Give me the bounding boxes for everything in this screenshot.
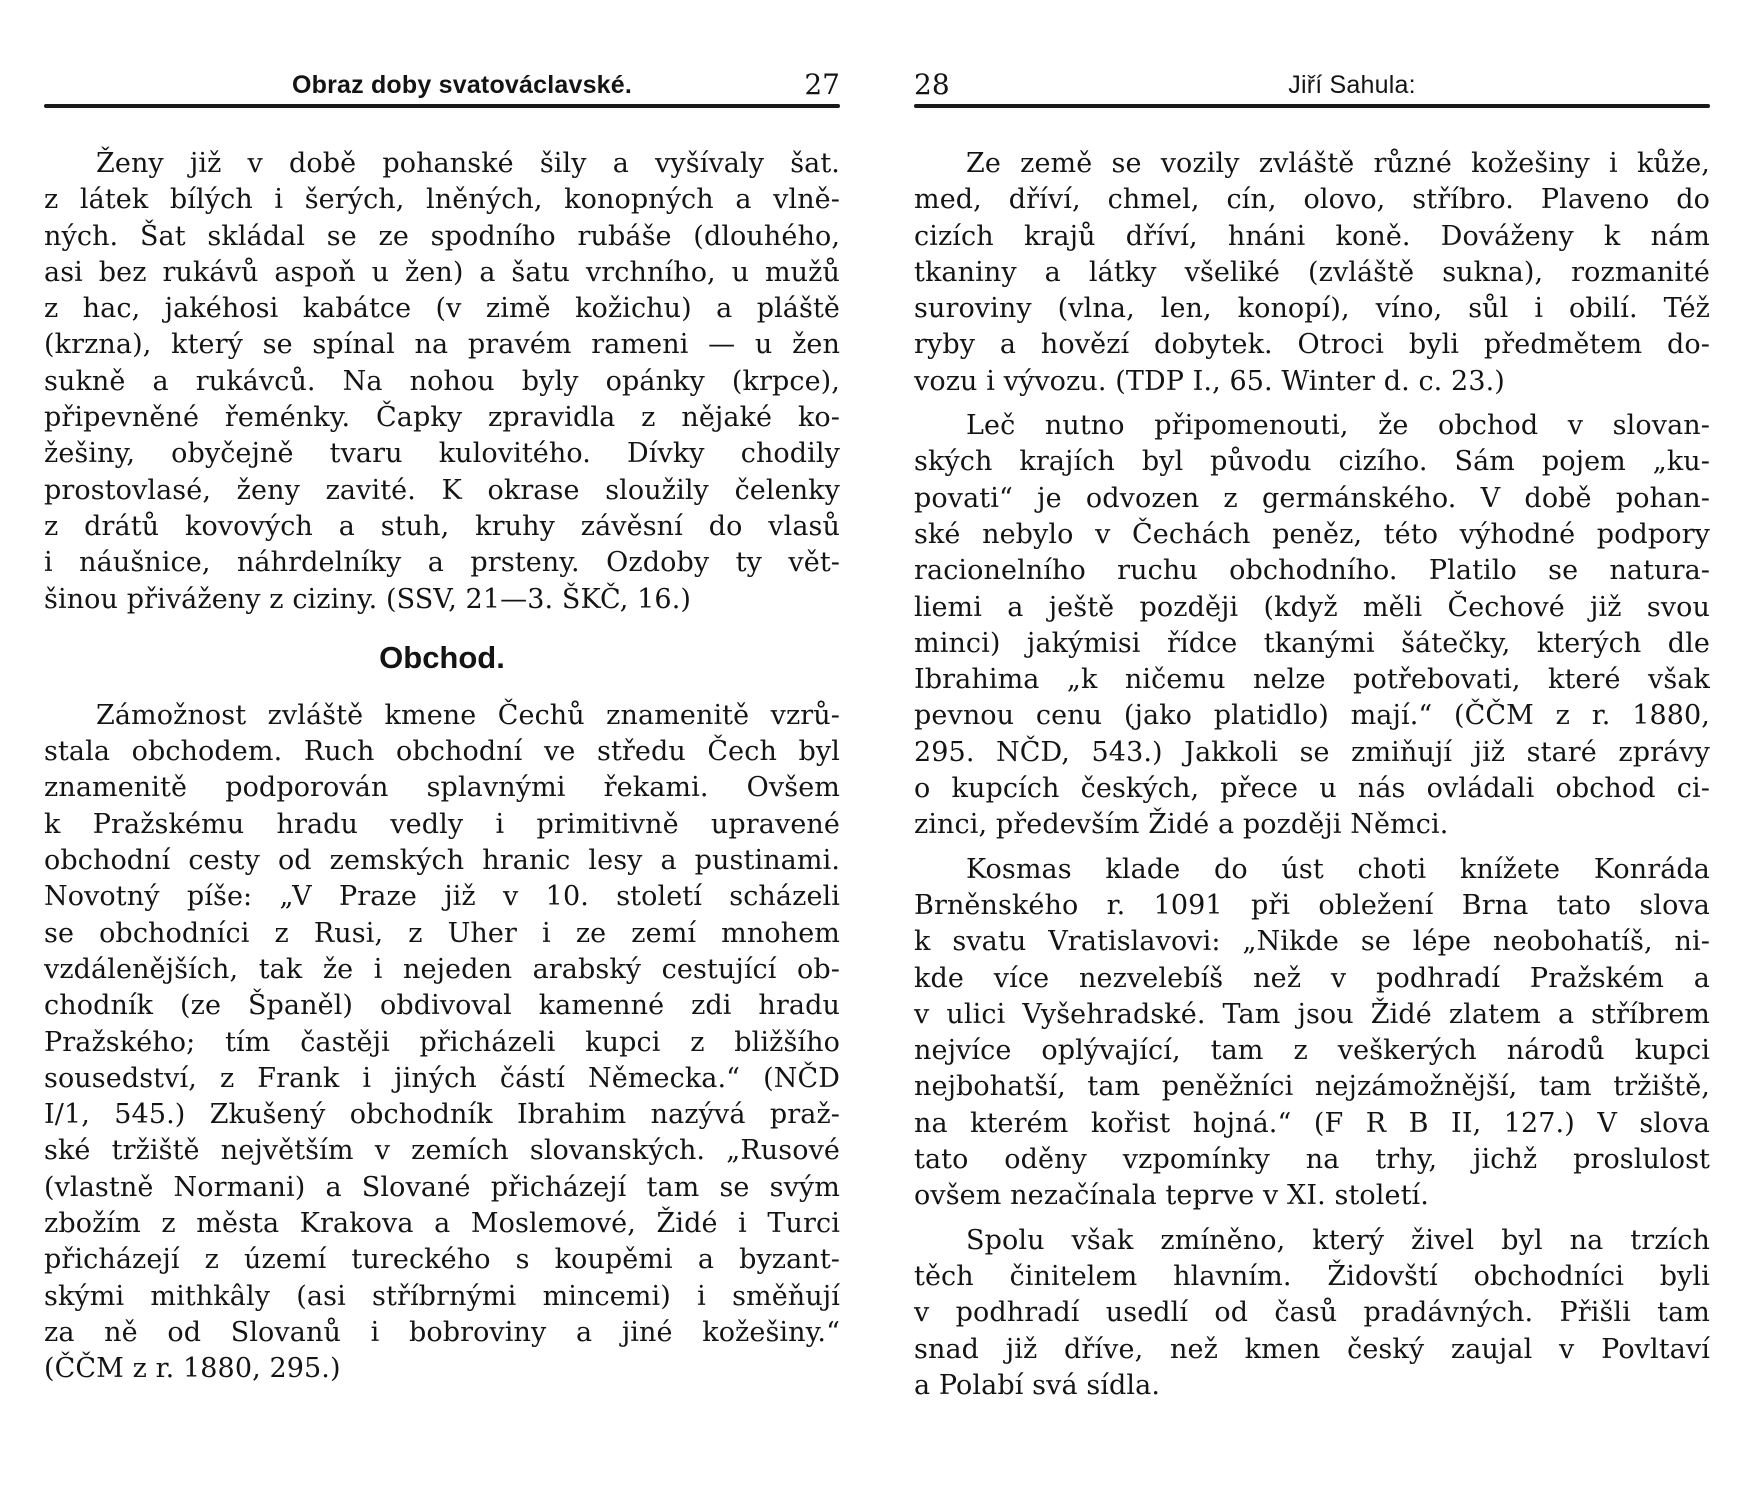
text-line: zinci, především Židé a později Němci. [914, 809, 1449, 841]
text-line: k svatu Vratislavovi: „Nikde se lépe neobohatíš, ni- [914, 926, 1710, 958]
paragraph [44, 698, 840, 1388]
page-number: 28 [914, 68, 950, 101]
paragraph [914, 408, 1710, 844]
text-line: liemi a ještě později (když měli Čechové již svou [914, 591, 1710, 623]
running-title: Jiří Sahula: [1288, 71, 1416, 99]
text-line: nejbohatší, tam peněžníci nejzámožnější, tam tržiště, [914, 1071, 1710, 1103]
text-line: k Pražskému hradu vedly i primitivně upravené [44, 808, 840, 840]
paragraph [44, 146, 840, 618]
page-body [44, 146, 840, 1396]
text-line: 295. NČD, 543.) Jakkoli se zmiňují již staré zprávy [914, 736, 1710, 768]
text-line: minci) jakýmisi řídce tkanými šátečky, kterých dle [914, 627, 1710, 659]
text-line: vozu i vývozu. (TDP I., 65. Winter d. c. 23.) [914, 365, 1505, 397]
text-line: žešiny, obyčejně tvaru kulovitého. Dívky chodily [44, 438, 840, 470]
text-line: (krzna), který se spínal na pravém rameni — u žen [44, 329, 840, 361]
text-line: sukně a rukávců. Na nohou byly opánky (krpce), [44, 365, 840, 397]
text-line: povati“ je odvozen z germánského. V době pohan- [914, 482, 1710, 514]
text-line: Kosmas klade do úst choti knížete Konráda [966, 853, 1710, 885]
text-line: na kterém kořist hojná.“ (F R B II, 127.) V slova [914, 1107, 1710, 1139]
text-line: připevněné řeménky. Čapky zpravidla z nějaké ko- [44, 402, 840, 434]
text-line: tato oděny vzpomínky na trhy, jichž proslulost [914, 1144, 1710, 1176]
text-line: znamenitě podporován splavnými řekami. Ovšem [44, 772, 840, 804]
text-line: chodník (ze Španěl) obdivoval kamenné zdi hradu [44, 990, 840, 1022]
text-line: z látek bílých i šerých, lněných, konopných a vlně- [44, 184, 840, 216]
paragraph [914, 852, 1710, 1215]
text-line: asi bez rukávů aspoň u žen) a šatu vrchního, u mužů [44, 256, 840, 288]
text-line: Ze země se vozily zvláště různé kožešiny i kůže, [966, 148, 1710, 179]
text-line: I/1, 545.) Zkušený obchodník Ibrahim nazývá praž- [44, 1099, 840, 1131]
text-line: Ibrahima „k ničemu nelze potřebovati, které však [914, 664, 1710, 696]
text-line: ných. Šat skládal se ze spodního rubáše (dlouhého, [44, 220, 840, 252]
text-line: i náušnice, náhrdelníky a prsteny. Ozdoby ty vět- [44, 547, 840, 579]
text-line: stala obchodem. Ruch obchodní ve středu Čech byl [44, 736, 840, 768]
text-line: vzdálenějších, tak že i nejeden arabský cestující ob- [44, 953, 840, 985]
running-title: Obraz doby svatováclavské. [291, 71, 633, 99]
text-line: těch činitelem hlavním. Židovští obchodníci byli [914, 1260, 1710, 1292]
text-line: Brněnského r. 1091 při obležení Brna tato slova [914, 889, 1710, 921]
text-line: cizích krajů dříví, hnáni koně. Dováženy k nám [914, 220, 1710, 252]
text-line: v podhradí usedlí od časů pradávných. Přišli tam [914, 1297, 1710, 1329]
text-line: nejvíce oplývající, tam z veškerých národů kupci [914, 1035, 1710, 1067]
text-line: Pražského; tím častěji přicházeli kupci z bližšího [44, 1026, 840, 1058]
paragraph [914, 1223, 1710, 1404]
text-line: snad již dříve, než kmen český zaujal v Povltaví [914, 1333, 1710, 1365]
text-line: ryby a hovězí dobytek. Otroci byli předmětem do- [914, 329, 1710, 361]
text-line: sousedství, z Frank i jiných částí Německa.“ (NČD [44, 1062, 840, 1094]
text-line: šinou přiváženy z ciziny. (SSV, 21—3. ŠKČ, 16.) [44, 583, 692, 615]
text-line: med, dříví, chmel, cín, olovo, stříbro. Plaveno do [914, 184, 1710, 216]
text-line: (ČČM z r. 1880, 295.) [44, 1353, 341, 1385]
text-line: suroviny (vlna, len, konopí), víno, sůl i obilí. Též [914, 293, 1710, 325]
right-page [914, 0, 1710, 1500]
text-line: Novotný píše: „V Praze již v 10. století scházeli [44, 881, 840, 913]
text-line: tkaniny a látky všeliké (zvláště sukna), rozmanité [914, 256, 1710, 288]
text-line: pevnou cenu (jako platidlo) mají.“ (ČČM z r. 1880, [914, 700, 1710, 732]
running-head [914, 68, 1710, 102]
header-rule [914, 104, 1710, 108]
text-line: z hac, jakéhosi kabátce (v zimě kožichu) a pláště [44, 293, 840, 325]
text-line: obchodní cesty od zemských hranic lesy a pustinami. [44, 845, 840, 877]
section-heading: Obchod. [379, 639, 505, 675]
text-line: ské tržiště největším v zemích slovanských. „Rusové [44, 1135, 840, 1167]
page-number: 27 [804, 68, 840, 101]
header-rule [44, 104, 840, 108]
text-line: Leč nutno připomenouti, že obchod v slovan- [966, 410, 1710, 442]
text-line: ské nebylo v Čechách peněz, této výhodné podpory [914, 518, 1710, 550]
text-line: ských krajích byl původu cizího. Sám pojem „ku- [914, 446, 1710, 478]
paragraph [914, 146, 1710, 400]
running-head [44, 68, 840, 102]
text-line: se obchodníci z Rusi, z Uher i ze zemí mnohem [44, 917, 840, 949]
text-line: o kupcích českých, přece u nás ovládali obchod ci- [914, 773, 1710, 805]
text-line: přicházejí z území tureckého s koupěmi a byzant- [44, 1244, 840, 1276]
text-line: Spolu však zmíněno, který živel byl na trzích [966, 1224, 1710, 1256]
text-line: za ně od Slovanů i bobroviny a jiné kožešiny.“ [44, 1316, 840, 1348]
text-line: ovšem nezačínala teprve v XI. století. [914, 1180, 1429, 1212]
text-line: z drátů kovových a stuh, kruhy závěsní do vlasů [44, 510, 840, 542]
text-line: racionelního ruchu obchodního. Platilo se natura- [914, 555, 1710, 587]
text-line: skými mithkâly (asi stříbrnými mincemi) i směňují [44, 1280, 840, 1312]
text-line: prostovlasé, ženy zavité. K okrase sloužily čelenky [44, 474, 840, 506]
text-line: Zámožnost zvláště kmene Čechů znamenitě vzrů- [96, 699, 840, 731]
text-line: v ulici Vyšehradské. Tam jsou Židé zlatem a stříbrem [914, 998, 1710, 1030]
text-line: (vlastně Normani) a Slované přicházejí tam se svým [44, 1171, 840, 1203]
page-body [914, 146, 1710, 1412]
text-line: a Polabí svá sídla. [914, 1369, 1161, 1401]
text-line: Ženy již v době pohanské šily a vyšívaly šat. [96, 148, 840, 179]
text-line: kde více nezvelebíš než v podhradí Pražském a [914, 962, 1710, 994]
text-line: zbožím z města Krakova a Moslemové, Židé i Turci [44, 1208, 840, 1240]
left-page [44, 0, 840, 1500]
